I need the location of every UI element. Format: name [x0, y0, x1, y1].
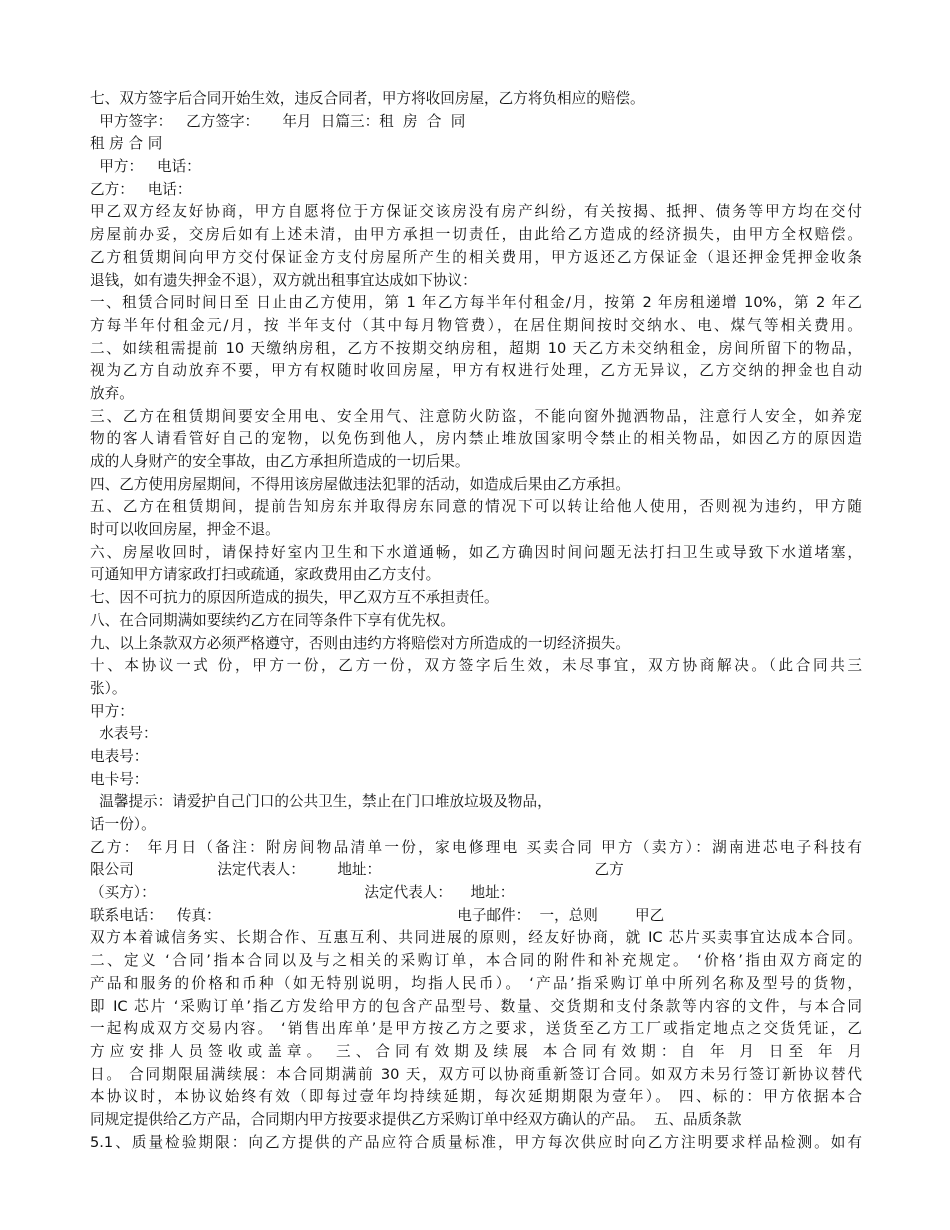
text-line: 一起构成双方交易内容。 ‘销售出库单’是甲方按乙方之要求，送货至乙方工厂或指定地点之交货凭证，乙 [90, 1020, 862, 1038]
text-line: 乙方： 电话： [90, 180, 192, 198]
text-line: 二、如续租需提前 10 天缴纳房租，乙方不按期交纳房租，超期 10 天乙方未交纳租金，房间所留下的物品， [90, 339, 862, 357]
text-line: 七、因不可抗力的原因所造成的损失，甲乙双方互不承担责任。 [90, 589, 499, 607]
text-line: 话一份）。 [90, 816, 156, 833]
text-line: 张）。 [90, 679, 127, 697]
text-line: 可通知甲方请家政打扫或疏通，家政费用由乙方支付。 [90, 566, 441, 584]
text-line: 视为乙方自动放弃不要，甲方有权随时收回房屋，甲方有权进行处理，乙方无异议，乙方交纳的押金也自动 [90, 362, 862, 380]
text-line: 限公司 法定代表人： 地址： 乙方 [90, 861, 624, 879]
text-line: 甲方： 电话： [90, 158, 201, 176]
text-line: 电卡号： [90, 770, 149, 788]
text-line: 六、房屋收回时，请保持好室内卫生和下水道通畅，如乙方确因时间问题无法打扫卫生或导致下水道堵塞， [90, 543, 862, 561]
text-line: 二、定义 ‘合同’指本合同以及与之相关的采购订单，本合同的附件和补充规定。 ‘价格’指由双方商定的 [90, 952, 862, 970]
text-line: 即 IC 芯片 ‘采购订单’指乙方发给甲方的包含产品型号、数量、交货期和支付条款等内容的文件，与本合同 [90, 997, 862, 1015]
text-line: 5.1、质量检验期限：向乙方提供的产品应符合质量标准，甲方每次供应时向乙方注明要求样品检测。如有 [90, 1133, 862, 1151]
text-line: 甲方签字： 乙方签字： 年月 日篇三：租 房 合 同 [90, 112, 466, 130]
text-line: 一、租赁合同时间日至 日止由乙方使用，第 1 年乙方每半年付租金/月，按第 2 年房租递增 10%，第 2 年乙 [90, 294, 862, 312]
text-line: 七、双方签字后合同开始生效，违反合同者，甲方将收回房屋，乙方将负相应的赔偿。 [90, 90, 645, 107]
text-line: （买方）： 法定代表人： 地址： [90, 884, 515, 902]
text-line: 甲方： [90, 702, 134, 720]
text-line: 十、本协议一式 份，甲方一份，乙方一份，双方签字后生效，未尽事宜，双方协商解决。（此合同共三 [90, 657, 862, 675]
text-line: 方应安排人员签收或盖章。 三、合同有效期及续展 本合同有效期：自 年 月 日至 年 月 [90, 1042, 862, 1060]
text-line: 乙方： 年月日（备注：附房间物品清单一份，家电修理电 买卖合同 甲方（卖方）：湖南进芯电子科技有 [90, 838, 862, 856]
text-line: 甲乙双方经友好协商，甲方自愿将位于方保证交该房没有房产纠纷，有关按揭、抵押、债务等甲方均在交付 [90, 203, 862, 221]
document-body [90, 88, 862, 1154]
text-line: 房屋前办妥，交房后如有上述未清，由甲方承担一切责任，由此给乙方造成的经济损失，由甲方全权赔偿。 [90, 226, 862, 244]
text-line: 八、在合同期满如要续约乙方在同等条件下享有优先权。 [90, 611, 455, 629]
text-line: 产品和服务的价格和币种（如无特别说明，均指人民币）。 ‘产品’指采购订单中所列名称及型号的货物， [90, 974, 862, 992]
text-line: 乙方租赁期间向甲方交付保证金方支付房屋所产生的相关费用，甲方返还乙方保证金（退还押金凭押金收条 [90, 248, 862, 266]
text-line: 电表号： [90, 747, 149, 765]
text-line: 租 房 合 同 [90, 135, 163, 153]
text-line: 温馨提示：请爱护自己门口的公共卫生，禁止在门口堆放垃圾及物品， [90, 793, 552, 811]
text-line: 日。 合同期限届满续展：本合同期满前 30 天，双方可以协商重新签订合同。如双方未另行签订新协议替代 [90, 1065, 862, 1083]
text-line: 水表号： [90, 725, 158, 743]
text-line: 物的客人请看管好自己的宠物，以免伤到他人，房内禁止堆放国家明令禁止的相关物品，如因乙方的原因造 [90, 430, 862, 448]
text-line: 时可以收回房屋，押金不退。 [90, 521, 280, 539]
text-line: 同规定提供给乙方产品，合同期内甲方按要求提供乙方采购订单中经双方确认的产品。 五、品质条款 [90, 1110, 742, 1128]
text-line: 五、乙方在租赁期间，提前告知房东并取得房东同意的情况下可以转让给他人使用，否则视为违约，甲方随 [90, 498, 862, 516]
text-line: 三、乙方在租赁期间要安全用电、安全用气、注意防火防盗，不能向窗外抛洒物品，注意行人安全，如养宠 [90, 407, 862, 425]
text-line: 联系电话： 传真： 电子邮件： 一，总则 甲乙 [90, 906, 665, 924]
text-line: 四、乙方使用房屋期间，不得用该房屋做违法犯罪的活动，如造成后果由乙方承担。 [90, 475, 630, 493]
text-line: 退钱，如有遗失押金不退），双方就出租事宜达成如下协议： [90, 271, 477, 289]
text-line: 放弃。 [90, 384, 134, 402]
text-line: 方每半年付租金元/月，按 半年支付（其中每月物管费），在居住期间按时交纳水、电、煤气等相关费用。 [90, 316, 862, 334]
text-line: 九、以上条款双方必须严格遵守，否则由违约方将赔偿对方所造成的一切经济损失。 [90, 634, 630, 652]
text-line: 成的人身财产的安全事故，由乙方承担所造成的一切后果。 [90, 453, 470, 470]
text-line: 本协议时，本协议始终有效（即每过壹年均持续延期，每次延期期限为壹年）。 四、标的：甲方依据本合 [90, 1088, 862, 1106]
text-line: 双方本着诚信务实、长期合作、互惠互利、共同进展的原则，经友好协商，就 IC 芯片买卖事宜达成本合同。 [90, 929, 862, 947]
